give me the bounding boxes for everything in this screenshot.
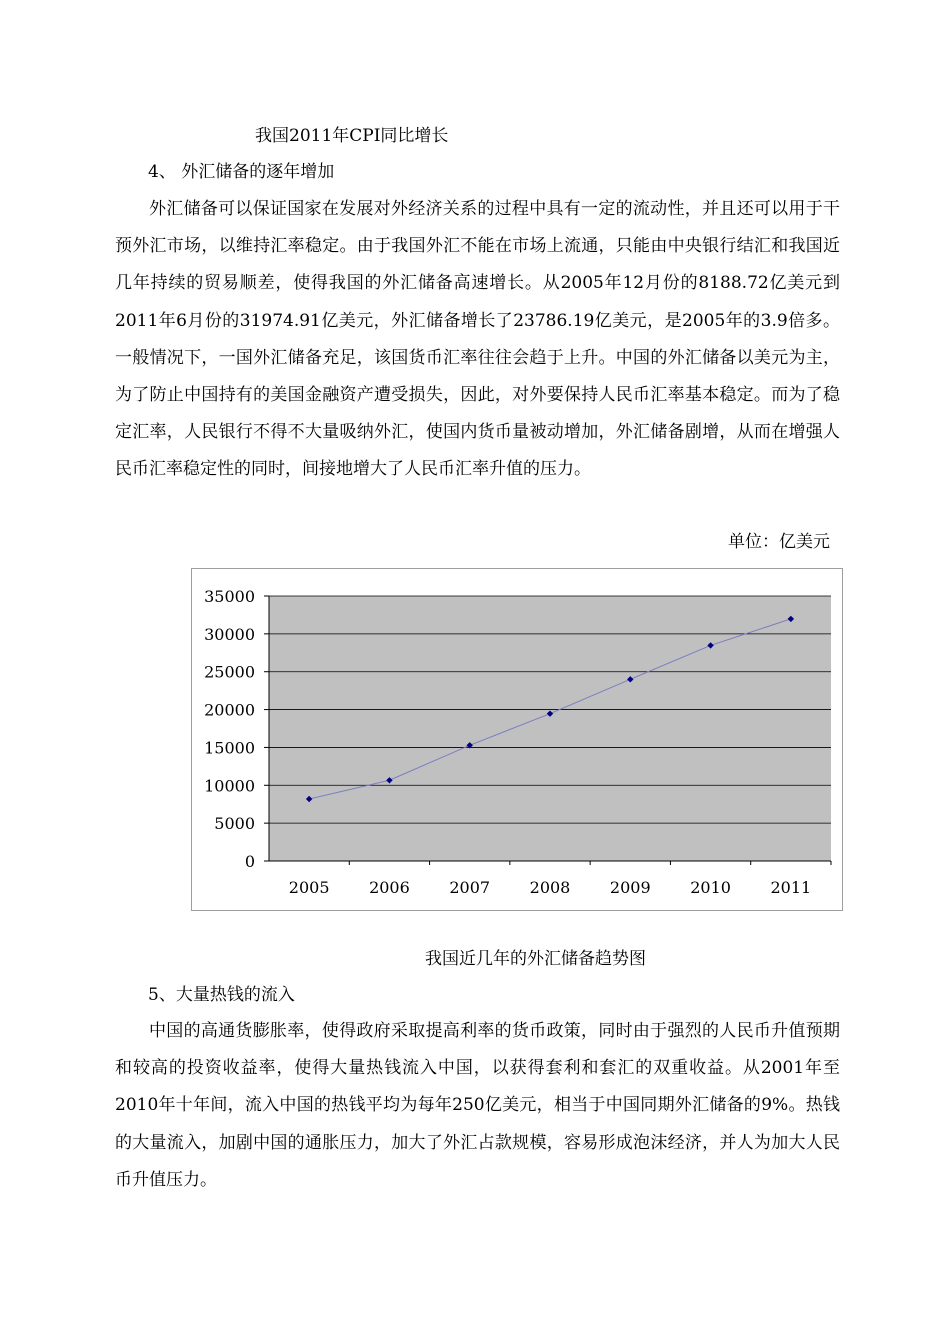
previous-figure-caption: 我国2011年CPI同比增长 (255, 126, 449, 146)
x-tick-label: 2005 (288, 878, 330, 897)
x-tick-label: 2008 (529, 878, 571, 897)
y-tick-label: 0 (244, 852, 255, 871)
x-tick-label: 2009 (609, 878, 651, 897)
x-tick-label: 2006 (369, 878, 410, 897)
x-tick-label: 2007 (449, 878, 491, 897)
section-5-body: 中国的高通货膨胀率，使得政府采取提高利率的货币政策，同时由于强烈的人民币升值预期和较高的投资收益率，使得大量热钱流入中国，以获得套利和套汇的双重收益。从2001年至2010年十年间，流入中国的热钱平均为每年250亿美元，相当于中国同期外汇储备的9%。热钱的大量流入，加剧中国的通胀压力，加大了外汇占款规模，容易形成泡沫经济，并人为加大人民币升值压力。 (115, 1021, 840, 1190)
section-4-heading: 4、 外汇储备的逐年增加 (148, 162, 335, 182)
forex-reserve-chart (191, 568, 843, 911)
section-4-body: 外汇储备可以保证国家在发展对外经济关系的过程中具有一定的流动性，并且还可以用于干预外汇市场，以维持汇率稳定。由于我国外汇不能在市场上流通，只能由中央银行结汇和我国近几年持续的贸易顺差，使得我国的外汇储备高速增长。从2005年12月份的8188.72亿美元到2011年6月份的31974.91亿美元，外汇储备增长了23786.19亿美元，是2005年的3.9倍多。一般情况下，一国外汇储备充足，该国货币汇率往往会趋于上升。中国的外汇储备以美元为主，为了防止中国持有的美国金融资产遭受损失，因此，对外要保持人民币汇率基本稳定。而为了稳定汇率，人民银行不得不大量吸纳外汇，使国内货币量被动增加，外汇储备剧增，从而在增强人民币汇率稳定性的同时，间接地增大了人民币汇率升值的压力。 (115, 199, 840, 480)
y-tick-label: 5000 (214, 814, 255, 834)
y-tick-label: 20000 (204, 700, 255, 720)
x-tick-label: 2010 (690, 878, 731, 897)
y-tick-label: 15000 (204, 738, 255, 758)
chart-svg (192, 569, 844, 912)
y-tick-label: 10000 (204, 776, 255, 796)
chart-caption: 我国近几年的外汇储备趋势图 (425, 949, 646, 969)
x-tick-label: 2011 (770, 878, 812, 897)
unit-label: 单位：亿美元 (728, 532, 830, 552)
section-5-heading: 5、大量热钱的流入 (148, 985, 295, 1005)
y-tick-label: 30000 (204, 624, 255, 644)
plot-area (269, 596, 831, 861)
y-tick-label: 35000 (204, 587, 255, 606)
y-tick-label: 25000 (204, 662, 255, 682)
